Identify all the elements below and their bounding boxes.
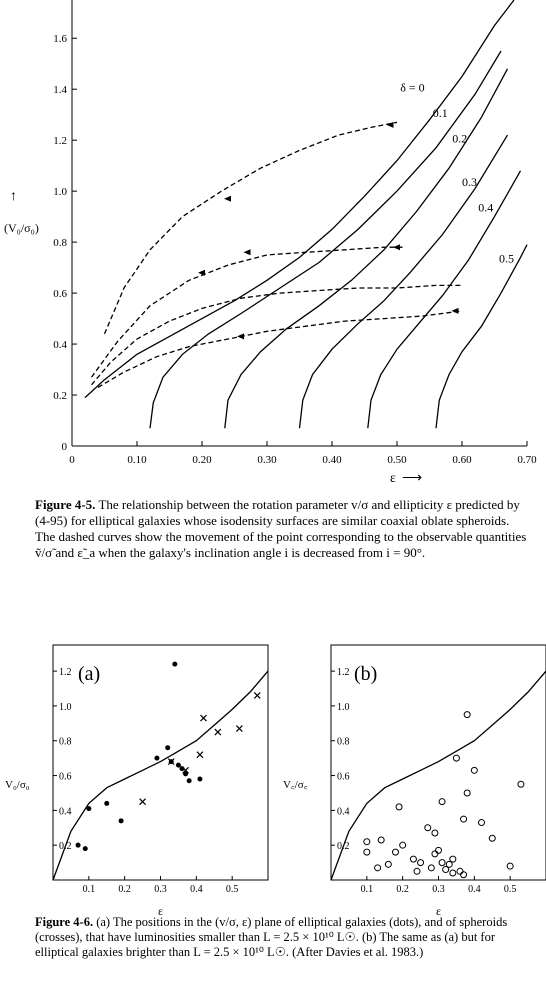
fig46b-circle-point: [439, 860, 445, 866]
fig46a-y-tick-label: 0.4: [59, 806, 72, 818]
fig46b-circle-point: [464, 712, 470, 718]
fig45-y-tick-label: 0: [61, 441, 67, 453]
fig45-x-tick-label: 0: [69, 454, 75, 466]
fig46b-x-tick-label: 0.1: [360, 884, 374, 895]
figure-4-6-charts: [0, 625, 546, 915]
fig46b-x-tick-label: 0.3: [432, 884, 445, 895]
fig46b-y-tick-label: 1.2: [337, 667, 350, 679]
fig45-curve-label: 0.4: [478, 200, 494, 215]
fig46a-dot-point: [172, 662, 177, 667]
fig46b-circle-point: [410, 856, 416, 862]
fig45-delta-curve: [436, 245, 527, 429]
fig45-curve-label: δ = 0: [400, 80, 425, 95]
fig46a-y-tick-label: 0.8: [59, 736, 72, 748]
fig46b-circle-point: [393, 849, 399, 855]
fig46a-dot-point: [119, 818, 124, 823]
fig46a-x-tick-label: 0.3: [154, 884, 167, 895]
fig46b-circle-point: [471, 767, 477, 773]
fig46a-dot-point: [197, 777, 202, 782]
fig46b-circle-point: [453, 755, 459, 761]
fig45-x-tick-label: 0.70: [517, 454, 537, 466]
fig45-dashed-track: [92, 285, 463, 384]
fig46b-y-tick-label: 0.4: [337, 806, 350, 818]
fig46b-circle-point: [436, 847, 442, 853]
fig45-direction-arrow: [387, 122, 394, 128]
fig46b-circle-point: [428, 865, 434, 871]
fig46a-panel-label: (a): [78, 663, 101, 685]
fig45-dashed-track: [105, 122, 398, 334]
fig46a-dot-point: [176, 763, 181, 768]
figure-4-5-caption: [35, 497, 530, 561]
fig45-direction-arrow: [244, 249, 251, 255]
fig45-x-tick-label: 0.40: [322, 454, 342, 466]
fig46b-x-tick-label: 0.5: [503, 884, 517, 895]
fig45-y-tick-label: 0.2: [53, 390, 67, 403]
fig46a-y-tick-label: 1.2: [59, 667, 72, 679]
fig45-x-tick-label: 0.20: [192, 454, 212, 466]
figure-4-6-caption: [35, 915, 535, 960]
fig45-direction-arrow: [224, 196, 231, 202]
fig46b-circle-point: [364, 839, 370, 845]
fig46b-circle-point: [489, 835, 495, 841]
fig46a-dot-point: [104, 801, 109, 806]
fig45-delta-curve: [150, 51, 501, 428]
figure-4-6-caption-label: Figure 4-6.: [35, 915, 94, 929]
fig46a-dot-point: [165, 745, 170, 750]
fig45-direction-arrow: [393, 244, 400, 250]
fig45-dashed-track: [98, 311, 462, 388]
fig46a-y-tick-label: 0.6: [59, 771, 72, 783]
fig45-curve-label: 0.5: [499, 251, 515, 266]
fig46b-circle-point: [507, 863, 513, 869]
fig46a-y-axis-label: V₀/σ₀: [5, 779, 30, 791]
fig46a-x-tick-label: 0.2: [118, 884, 131, 895]
fig45-direction-arrow: [452, 308, 459, 314]
figure-4-5-caption-label: Figure 4-5.: [35, 497, 96, 512]
fig45-y-tick-label: 1.0: [53, 186, 67, 199]
fig46b-panel-label: (b): [354, 663, 378, 685]
fig45-delta-curve: [85, 0, 514, 398]
fig46a-dot-point: [83, 846, 88, 851]
fig46b-circle-point: [518, 781, 524, 787]
fig46a-x-tick-label: 0.4: [190, 884, 203, 895]
fig46b-y-axis-label: V꜀/σ꜀: [283, 779, 308, 791]
fig45-y-tick-label: 1.2: [53, 135, 67, 148]
fig46a-cross-point: [140, 799, 146, 805]
fig46b-circle-point: [479, 820, 485, 826]
fig46b-circle-point: [425, 825, 431, 831]
fig46b-x-tick-label: 0.4: [468, 884, 481, 895]
fig46a-x-axis-label: ε: [158, 904, 164, 915]
fig46b-circle-point: [375, 865, 381, 871]
fig46a-cross-point: [201, 715, 207, 721]
fig46b-y-tick-label: 1.0: [337, 701, 350, 713]
fig46b-x-axis-label: ε: [436, 904, 442, 915]
fig46b-circle-point: [432, 851, 438, 857]
fig46b-circle-point: [396, 804, 402, 810]
fig46a-y-tick-label: 0.2: [59, 841, 72, 853]
fig46b-circle-point: [450, 870, 456, 876]
fig45-y-axis-label: (V₀/σ₀): [4, 221, 39, 235]
fig46b-circle-point: [364, 849, 370, 855]
fig46a-cross-point: [236, 726, 242, 732]
fig46b-circle-point: [385, 861, 391, 867]
figure-4-6-caption-text: (a) The positions in the (v/σ, ε) plane of elliptical galaxies (dots), and of spheroids (crosses), that have luminosities smaller than L = 2.5 × 10¹⁰ L☉. (b) The same as (a) but for elliptical galaxies brighter than L = 2.5 × 10¹⁰ L☉. (After Davies et al. 1983.): [35, 915, 508, 959]
fig46b-circle-point: [464, 790, 470, 796]
fig45-y-tick-label: 1.4: [53, 84, 67, 97]
fig46b-x-tick-label: 0.2: [396, 884, 409, 895]
fig46b-circle-point: [378, 837, 384, 843]
fig46a-dot-point: [187, 778, 192, 783]
fig45-y-tick-label: 1.6: [53, 33, 67, 46]
fig45-direction-arrow: [237, 333, 244, 339]
fig46a-dot-point: [86, 806, 91, 811]
fig45-x-arrow: ⟶: [402, 471, 423, 485]
fig46a-dot-point: [154, 756, 159, 761]
fig46a-y-tick-label: 1.0: [59, 701, 72, 713]
fig46b-circle-point: [457, 868, 463, 874]
fig45-y-tick-label: 0.8: [53, 237, 67, 250]
fig46b-y-tick-label: 0.2: [337, 841, 350, 853]
fig46a-x-tick-label: 0.1: [82, 884, 96, 895]
fig45-y-arrow: ↑: [10, 189, 17, 204]
fig46a-cross-point: [215, 729, 221, 735]
fig45-curve-label: 0.3: [462, 175, 477, 190]
fig46b-circle-point: [439, 799, 445, 805]
fig45-y-tick-label: 0.4: [53, 339, 67, 352]
fig46b-circle-point: [450, 856, 456, 862]
fig45-x-tick-label: 0.10: [127, 454, 147, 466]
fig45-y-tick-label: 0.6: [53, 288, 67, 301]
fig45-x-axis-label: ε: [390, 471, 396, 485]
fig46b-y-tick-label: 0.6: [337, 771, 350, 783]
figure-4-5-caption-text: The relationship between the rotation parameter v/σ and ellipticity ε predicted by (4-95) for elliptical galaxies whose isodensity surfaces are similar coaxial oblate spheroids. The dashed curves show the movement of the point corresponding to the observable quantities ṽ/σ̃ and ε̃_a when the galaxy's inclination angle i is decreased from i = 90°.: [35, 497, 527, 560]
fig45-x-tick-label: 0.60: [452, 454, 472, 466]
fig45-curve-label: 0.1: [432, 106, 448, 121]
fig45-x-tick-label: 0.30: [257, 454, 277, 466]
fig46b-y-tick-label: 0.8: [337, 736, 350, 748]
fig46a-x-tick-label: 0.5: [225, 884, 239, 895]
fig45-curve-label: 0.2: [452, 131, 468, 146]
fig46b-model-curve: [331, 671, 546, 880]
fig46b-circle-point: [400, 842, 406, 848]
fig46b-circle-point: [418, 860, 424, 866]
fig46a-cross-point: [254, 692, 260, 698]
fig46a-dot-point: [76, 843, 81, 848]
fig46b-circle-point: [432, 830, 438, 836]
fig46b-circle-point: [461, 816, 467, 822]
figure-4-5-chart: [0, 0, 546, 485]
fig46a-cross-point: [197, 752, 203, 758]
fig45-x-tick-label: 0.50: [387, 454, 407, 466]
fig46b-circle-point: [461, 872, 467, 878]
fig46b-circle-point: [414, 868, 420, 874]
